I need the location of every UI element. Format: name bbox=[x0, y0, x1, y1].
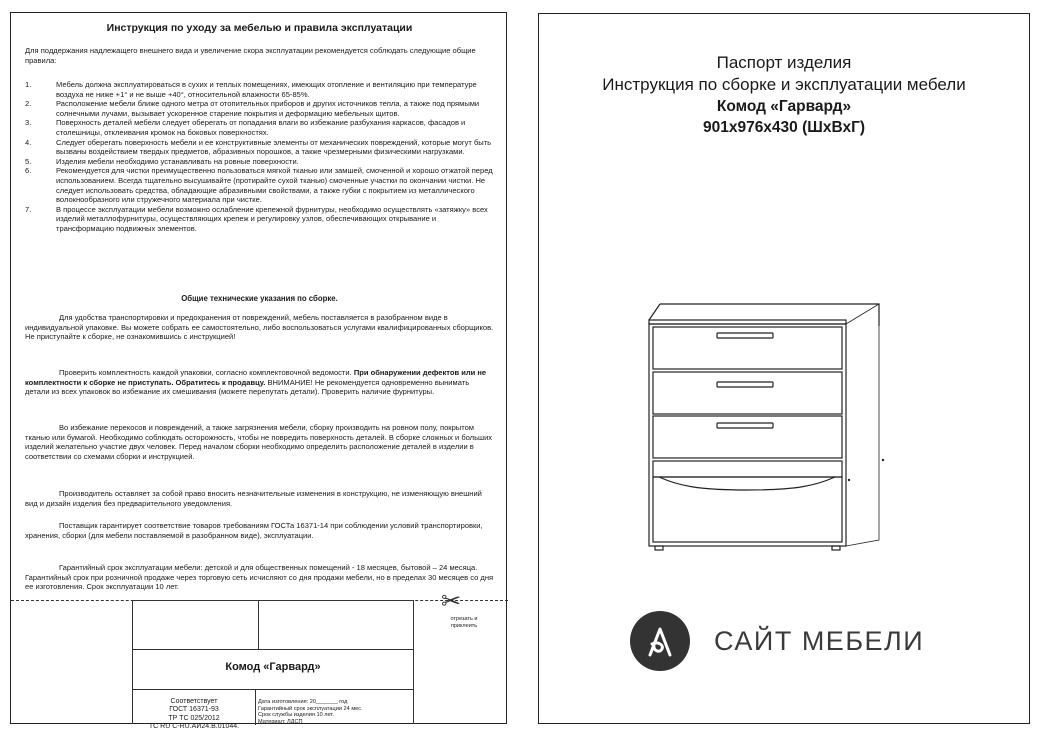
brand-name: САЙТ МЕБЕЛИ bbox=[714, 626, 925, 656]
care-rule bbox=[25, 166, 495, 204]
label-divider bbox=[133, 649, 413, 650]
cut-note-line: отрезать и bbox=[450, 616, 478, 622]
label-divider bbox=[133, 689, 413, 690]
rule-text: Следует оберегать поверхность мебели и ее конструктивные элементы от механических повреждений, которые могут быть вызваны воздействием твердых предметов, абразивных порошков, а также чрезмерными физическими нагрузками. bbox=[56, 137, 492, 157]
logo-icon bbox=[630, 611, 690, 671]
rule-text: Расположение мебели ближе одного метра от отопительных приборов и других источников тепла, а также под прямыми солнечными лучами, вызывает ускоренное старение покрытия и деформацию мебельных щитов. bbox=[56, 99, 480, 118]
rule-number: 5. bbox=[25, 156, 32, 166]
info-line: Дата изготовления: 20_______ год bbox=[258, 699, 348, 705]
dresser-drawing bbox=[639, 300, 889, 562]
cert-line: ГОСТ 16371-93 bbox=[169, 706, 219, 714]
label-info bbox=[258, 699, 414, 725]
assembly-subheading: Общие технические указания по сборке. bbox=[181, 294, 338, 303]
care-title: Инструкция по уходу за мебелью и правила эксплуатации bbox=[106, 22, 413, 34]
rule-text: Рекомендуется для чистки преимущественно пользоваться мягкой тканью или замшей, смоченной и хорошо отжатой перед использованием. Всегда тщательно высушивайте (протирайте сухой тканью) смоченные участки по окончании чистки. Не следует использовать средства, обладающие абразивными свойствами, а также губки с покрытием из металлического волокнообразного или стружечного материала при чистке. bbox=[56, 166, 493, 205]
assembly-paragraph bbox=[25, 368, 495, 397]
care-instructions-page bbox=[10, 12, 507, 730]
cut-note-line: приклеить bbox=[450, 623, 478, 629]
instructions-heading: Инструкция по сборке и эксплуатации мебели bbox=[602, 75, 966, 94]
cert-line: ТР ТС 025/2012 bbox=[168, 714, 220, 722]
product-dimensions: 901х976х430 (ШхВхГ) bbox=[702, 119, 866, 136]
rule-number: 7. bbox=[25, 204, 32, 214]
cert-line: TC RU C-RU.АИ24.В.01044. bbox=[148, 722, 240, 730]
care-rule bbox=[25, 157, 495, 167]
product-name: Комод «Гарвард» bbox=[716, 98, 852, 115]
passport-cover-page bbox=[538, 13, 1030, 724]
attention-text: ВНИМАНИЕ! Не рекомендуется одновременно вынимать детали из всех упаковок во избежание их смешивания (можете перепутать детали). Проверить наличие фурнитуры. bbox=[25, 377, 470, 397]
label-certification bbox=[133, 698, 255, 731]
info-line: Гарантийный срок эксплуатации 24 мес. bbox=[258, 705, 363, 712]
assembly-paragraph: Для удобства транспортировки и предохранения от повреждений, мебель поставляется в разобранном виде в индивидуальной упаковке. Вы можете собрать ее самостоятельно, либо воспользоваться услугами квалифицированных сборщиков. Не приступайте к сборке, не ознакомившись с инструкцией! bbox=[25, 313, 494, 342]
drawer-top-strip bbox=[653, 461, 842, 477]
dresser-top-edge bbox=[649, 320, 846, 324]
drawer-handle bbox=[717, 333, 773, 338]
care-rules-list bbox=[25, 80, 495, 234]
rule-text: Поверхность деталей мебели следует оберегать от попадания влаги во избежание разбухания каркасов, фасадов и столешницы, отклеивания кромок на боковых поверхностях. bbox=[56, 118, 466, 137]
cert-line: Соответствует bbox=[170, 698, 218, 705]
care-rule bbox=[25, 118, 495, 137]
rule-number: 6. bbox=[25, 166, 32, 176]
rule-text: Изделия мебели необходимо устанавливать на ровные поверхности. bbox=[56, 156, 299, 166]
rule-number: 1. bbox=[25, 80, 32, 89]
product-label bbox=[132, 600, 414, 730]
label-divider bbox=[255, 689, 256, 725]
dresser-foot bbox=[832, 546, 840, 550]
rule-number: 2. bbox=[25, 99, 32, 109]
dresser-body bbox=[649, 324, 846, 546]
scissors-icon: ✂ bbox=[441, 588, 462, 615]
check-text: Проверить комплектность каждой упаковки, согласно комплектовочной ведомости. bbox=[59, 368, 352, 377]
drawer-handle bbox=[717, 423, 773, 428]
passport-heading: Паспорт изделия bbox=[716, 53, 852, 72]
drawer-front bbox=[653, 477, 842, 542]
care-rule bbox=[25, 80, 495, 99]
cut-note bbox=[433, 616, 495, 630]
hinge-mark bbox=[882, 459, 884, 461]
rule-number: 4. bbox=[25, 137, 32, 147]
rule-text: Мебель должна эксплуатироваться в сухих и теплых помещениях, имеющих отопление и вентиляцию при температуре воздуха не ниже +1° и не выше +40°, относительной влажности 65-85%. bbox=[56, 80, 477, 99]
care-rule bbox=[25, 138, 495, 157]
rule-text: В процессе эксплуатации мебели возможно ослабление крепежной фурнитуры, необходимо осуществлять «затяжку» всех изделий металлофурнитуры, осуществляющих крепеж и регулировку узлов, обеспечивающих открывание и трансформацию подвижных элементов. bbox=[56, 204, 488, 233]
logo-mark bbox=[630, 611, 690, 671]
warranty-paragraph: Гарантийный срок эксплуатации мебели: детской и для общественных помещений - 18 месяцев, бытовой – 24 месяца. Гарантийный срок при розничной продаже через торговую сеть исчисляют со дня продажи мебели, но в пределах 30 месяцев со дня ее изготовления. Срок эксплуатации 10 лет. bbox=[25, 563, 494, 592]
rule-number: 3. bbox=[25, 118, 32, 128]
assembly-paragraph: Производитель оставляет за собой право вносить незначительные изменения в конструкцию, не изменяющую внешний вид и дизайн изделия без предварительного уведомления. bbox=[25, 489, 482, 508]
care-intro: Для поддержания надлежащего внешнего вида и увеличение скора эксплуатации рекомендуется соблюдать следующие общие правила: bbox=[25, 46, 476, 65]
drawer-handle bbox=[717, 382, 773, 387]
drawer-front bbox=[653, 372, 842, 414]
warning-text: При обнаружении дефектов или не комплектности к сборке не приступать. Обратитесь к продавцу. bbox=[25, 368, 487, 387]
assembly-paragraph: Во избежание перекосов и повреждений, а также загрязнения мебели, сборку производить на ровном полу, покрытом тканью или бумагой. Необходимо соблюдать осторожность, чтобы не повредить поверхность деталей. В сборке сложных и больших изделий желательно участие двух человек. Перед началом сборки необходимо определить расположение деталей в изделии в соответствии со схемами сборки и инструкцией. bbox=[25, 423, 493, 461]
hinge-mark bbox=[848, 479, 850, 481]
dresser-top bbox=[649, 304, 879, 326]
info-line: Срок службы изделия 10 лет. bbox=[258, 712, 334, 719]
logo-glyph-curl bbox=[652, 643, 662, 651]
info-line: Материал: ЛДСП bbox=[258, 718, 303, 725]
label-divider bbox=[258, 601, 259, 649]
dresser-foot bbox=[655, 546, 663, 550]
label-product-title: Комод «Гарвард» bbox=[225, 661, 321, 673]
care-rule bbox=[25, 99, 495, 118]
care-rule bbox=[25, 205, 495, 234]
drawer-front bbox=[653, 416, 842, 458]
drawer-grip-cutout bbox=[659, 477, 835, 490]
dresser-side bbox=[846, 304, 879, 546]
assembly-paragraph: Поставщик гарантирует соответствие товаров требованиям ГОСТа 16371-14 при соблюдении условий транспортировки, хранения, сборки (для мебели поставляемой в разобранном виде), эксплуатации. bbox=[25, 521, 483, 540]
